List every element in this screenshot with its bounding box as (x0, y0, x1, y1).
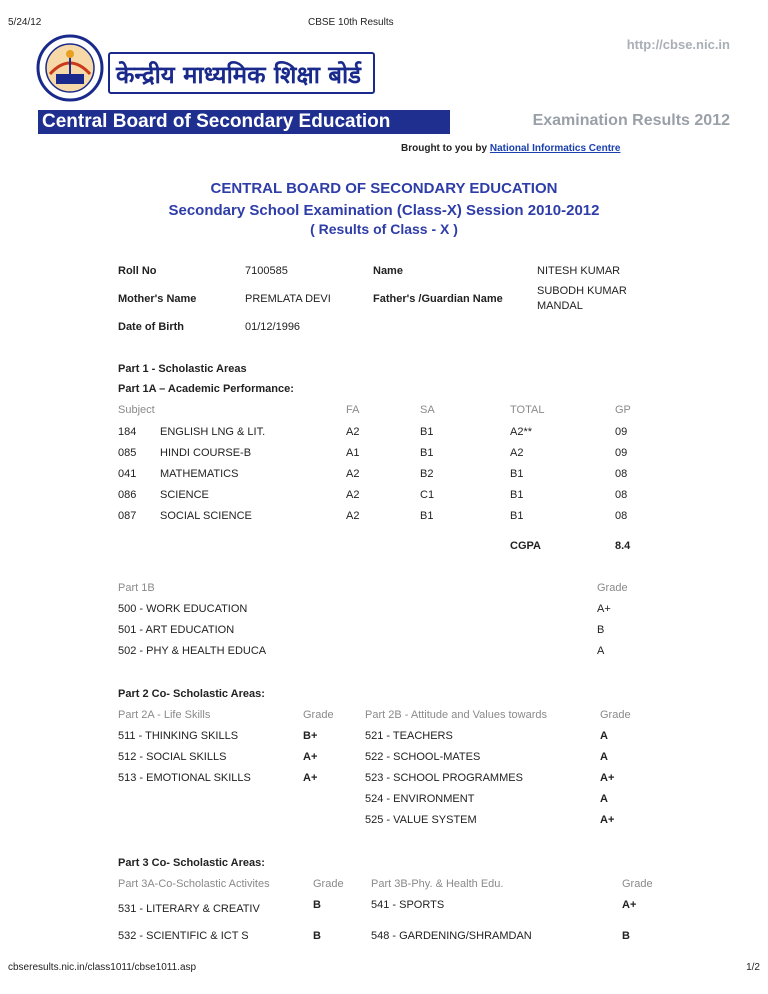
brought-by (401, 143, 620, 154)
subject-gp: 09 (615, 447, 628, 459)
cgpa-value: 8.4 (615, 540, 631, 552)
subject-name: SCIENCE (160, 489, 209, 501)
part1a-title: Part 1A – Academic Performance: (118, 383, 294, 395)
subject-sa: B1 (420, 510, 434, 522)
attitude-item: 523 - SCHOOL PROGRAMMES (365, 772, 523, 784)
subject-total: A2 (510, 447, 524, 459)
cbse-emblem (36, 34, 104, 102)
part1b-item: 502 - PHY & HEALTH EDUCA (118, 645, 267, 657)
subject-gp: 08 (615, 468, 628, 480)
page-number: 1/2 (746, 962, 760, 973)
emblem-icon (36, 34, 104, 102)
part1b-grade: A (597, 645, 605, 657)
subject-total: A2** (510, 426, 533, 438)
page-title: CENTRAL BOARD OF SECONDARY EDUCATION (210, 180, 558, 197)
part1-title: Part 1 - Scholastic Areas (118, 363, 247, 375)
part2-title: Part 2 Co- Scholastic Areas: (118, 688, 265, 700)
health-item: 548 - GARDENING/SHRAMDAN (371, 930, 532, 942)
nic-link[interactable]: National Informatics Centre (489, 143, 621, 154)
activity-item: 532 - SCIENTIFIC & ICT S (118, 930, 249, 942)
subject-fa: A2 (346, 468, 360, 480)
subject-fa: A2 (346, 426, 360, 438)
part1b-item: 501 - ART EDUCATION (118, 624, 235, 636)
subject-sa: B1 (420, 426, 434, 438)
col-gp: GP (615, 404, 631, 416)
subject-name: HINDI COURSE-B (160, 447, 252, 459)
col-sa: SA (420, 404, 435, 416)
cgpa-label: CGPA (510, 540, 541, 552)
subject-sa: B1 (420, 447, 434, 459)
page-subtitle-class: ( Results of Class - X ) (310, 221, 458, 237)
subject-name: SOCIAL SCIENCE (160, 510, 252, 522)
print-title: CBSE 10th Results (308, 17, 394, 28)
subject-total: B1 (510, 510, 524, 522)
hindi-name-box (108, 52, 375, 94)
brought-by-prefix: Brought to you by (401, 143, 488, 154)
subject-code: 087 (118, 510, 137, 522)
col-subject: Subject (118, 404, 155, 416)
subject-total: B1 (510, 468, 524, 480)
subject-code: 041 (118, 468, 137, 480)
health-grade: A+ (622, 899, 637, 911)
footer-url: cbseresults.nic.in/class1011/cbse1011.asp (8, 962, 197, 973)
attitude-item: 522 - SCHOOL-MATES (365, 751, 481, 763)
subject-name: MATHEMATICS (160, 468, 239, 480)
page-subtitle: Secondary School Examination (Class-X) Session 2010-2012 (168, 202, 600, 219)
dob-label: Date of Birth (118, 321, 184, 333)
father-value-2: MANDAL (537, 300, 583, 312)
part1b-grade: A+ (597, 603, 611, 615)
health-grade: B (622, 930, 630, 942)
part3b-grade-header: Grade (622, 878, 653, 890)
attitude-grade: A+ (600, 814, 615, 826)
name-label: Name (373, 265, 403, 277)
life-skill-grade: A+ (303, 772, 318, 784)
part3a-grade-header: Grade (313, 878, 344, 890)
life-skill: 512 - SOCIAL SKILLS (118, 751, 227, 763)
part1b-grade: B (597, 624, 605, 636)
activity-grade: B (313, 899, 321, 911)
attitude-item: 525 - VALUE SYSTEM (365, 814, 477, 826)
part1b-grade-header: Grade (597, 582, 628, 594)
site-url[interactable]: http://cbse.nic.in (626, 37, 730, 52)
life-skill: 513 - EMOTIONAL SKILLS (118, 772, 251, 784)
father-value-1: SUBODH KUMAR (537, 285, 627, 297)
life-skill-grade: B+ (303, 730, 318, 742)
print-date: 5/24/12 (8, 17, 42, 28)
subject-sa: C1 (420, 489, 435, 501)
subject-code: 085 (118, 447, 137, 459)
attitude-grade: A (600, 751, 608, 763)
part3a-header: Part 3A-Co-Scholastic Activites (118, 878, 270, 890)
attitude-grade: A (600, 730, 608, 742)
english-name: Central Board of Secondary Education (42, 111, 391, 132)
father-label: Father's /Guardian Name (373, 293, 503, 305)
subject-fa: A2 (346, 510, 360, 522)
col-total: TOTAL (510, 404, 545, 416)
exam-results-label: Examination Results 2012 (532, 112, 730, 129)
activity-item: 531 - LITERARY & CREATIV (118, 903, 260, 915)
subject-gp: 09 (615, 426, 628, 438)
mother-value: PREMLATA DEVI (245, 293, 331, 305)
part1b-title: Part 1B (118, 582, 155, 594)
subject-gp: 08 (615, 489, 628, 501)
attitude-grade: A (600, 793, 608, 805)
health-item: 541 - SPORTS (371, 899, 445, 911)
subject-gp: 08 (615, 510, 628, 522)
part2b-header: Part 2B - Attitude and Values towards (365, 709, 548, 721)
roll-value: 7100585 (245, 265, 288, 277)
english-name-bar (38, 110, 450, 134)
part2b-grade-header: Grade (600, 709, 631, 721)
life-skill: 511 - THINKING SKILLS (118, 730, 239, 742)
subject-total: B1 (510, 489, 524, 501)
subject-code: 184 (118, 426, 137, 438)
hindi-name: केन्द्रीय माध्यमिक शिक्षा बोर्ड (116, 61, 362, 89)
part2a-header: Part 2A - Life Skills (118, 709, 211, 721)
subject-fa: A1 (346, 447, 360, 459)
name-value: NITESH KUMAR (537, 265, 621, 277)
col-fa: FA (346, 404, 360, 416)
roll-label: Roll No (118, 265, 157, 277)
part2a-grade-header: Grade (303, 709, 334, 721)
subject-name: ENGLISH LNG & LIT. (160, 426, 266, 438)
dob-value: 01/12/1996 (245, 321, 301, 333)
attitude-item: 521 - TEACHERS (365, 730, 453, 742)
subject-fa: A2 (346, 489, 360, 501)
attitude-item: 524 - ENVIRONMENT (365, 793, 475, 805)
attitude-grade: A+ (600, 772, 615, 784)
part3-title: Part 3 Co- Scholastic Areas: (118, 857, 265, 869)
life-skill-grade: A+ (303, 751, 318, 763)
subject-code: 086 (118, 489, 137, 501)
part3b-header: Part 3B-Phy. & Health Edu. (371, 878, 504, 890)
subject-sa: B2 (420, 468, 434, 480)
mother-label: Mother's Name (118, 293, 197, 305)
activity-grade: B (313, 930, 321, 942)
part1b-item: 500 - WORK EDUCATION (118, 603, 248, 615)
